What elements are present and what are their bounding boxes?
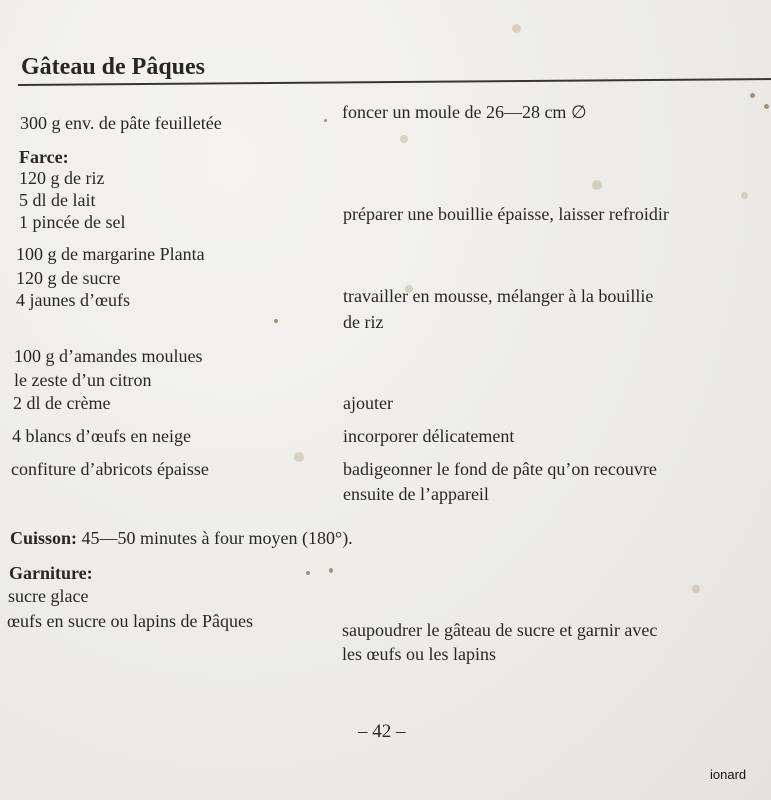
ingredient-line: 120 g de sucre xyxy=(16,268,121,288)
instruction-line: de riz xyxy=(343,312,384,332)
ingredient-line: 100 g de margarine Planta xyxy=(16,244,205,264)
paper-stain xyxy=(741,192,748,199)
ingredient-line: 300 g env. de pâte feuilletée xyxy=(20,113,222,133)
ingredient-line: 5 dl de lait xyxy=(19,190,96,210)
paper-stain xyxy=(692,585,700,593)
ingredient-line: 120 g de riz xyxy=(19,168,105,188)
ingredient-line: le zeste d’un citron xyxy=(14,370,152,390)
section-heading-farce: Farce: xyxy=(19,147,69,167)
instruction-line: badigeonner le fond de pâte qu’on recouvre xyxy=(343,459,657,479)
paper-stain xyxy=(764,104,769,109)
page-number: – 42 – xyxy=(358,721,406,742)
cuisson-text: 45—50 minutes à four moyen (180°). xyxy=(77,528,353,548)
paper-stain xyxy=(329,568,333,573)
paper-stain xyxy=(592,180,602,190)
recipe-title: Gâteau de Pâques xyxy=(21,54,206,80)
instruction-line: les œufs ou les lapins xyxy=(342,644,496,664)
paper-stain xyxy=(274,319,278,323)
ingredient-line: 4 blancs d’œufs en neige xyxy=(12,426,191,446)
cuisson-line xyxy=(10,527,353,549)
ingredient-line: 100 g d’amandes moulues xyxy=(14,346,203,366)
instruction-line: saupoudrer le gâteau de sucre et garnir avec xyxy=(342,620,658,640)
paper-stain xyxy=(294,452,304,462)
instruction-line: ensuite de l’appareil xyxy=(343,484,489,504)
instruction-line: foncer un moule de 26—28 cm ∅ xyxy=(342,102,587,122)
paper-stain xyxy=(324,119,327,122)
paper-stain xyxy=(400,135,408,143)
instruction-line: ajouter xyxy=(343,393,393,413)
ingredient-line: 1 pincée de sel xyxy=(19,212,126,232)
instruction-line: préparer une bouillie épaisse, laisser refroidir xyxy=(343,204,669,224)
watermark: ionard xyxy=(710,767,747,782)
instruction-line: incorporer délicatement xyxy=(343,426,515,446)
ingredient-line: 2 dl de crème xyxy=(13,393,111,413)
paper-stain xyxy=(750,93,755,98)
section-heading-garniture: Garniture: xyxy=(9,563,93,583)
paper-stain xyxy=(306,571,310,575)
ingredient-line: œufs en sucre ou lapins de Pâques xyxy=(7,611,253,631)
instruction-line: travailler en mousse, mélanger à la bouillie xyxy=(343,286,654,306)
paper-stain xyxy=(512,24,521,33)
ingredient-line: sucre glace xyxy=(8,586,89,606)
ingredient-line: 4 jaunes d’œufs xyxy=(16,290,130,310)
cuisson-label: Cuisson: xyxy=(10,528,78,548)
ingredient-line: confiture d’abricots épaisse xyxy=(11,459,209,479)
